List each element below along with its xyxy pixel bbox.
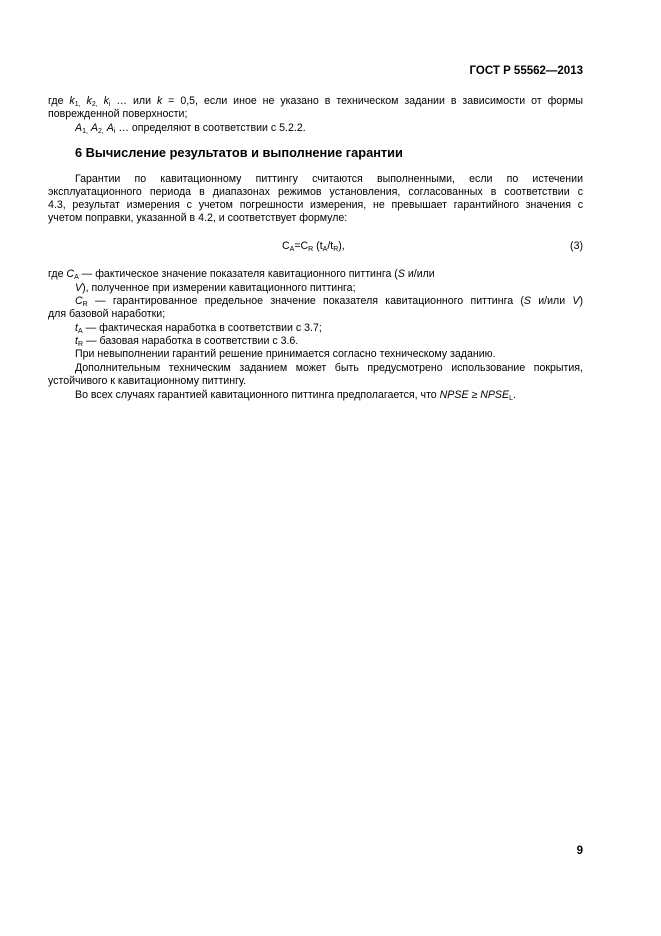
def-cr-line-2: для базовой наработки; bbox=[48, 308, 166, 320]
closing-para-3: Во всех случаях гарантией кавитационного питтинга предполагается, что NPSE ≥ $NPSE_L$. bbox=[75, 389, 516, 402]
section-heading: 6 Вычисление результатов и выполнение гарантии bbox=[75, 145, 403, 160]
formula: $C_A=C_R$ $(t_A/t_R)$, bbox=[282, 240, 345, 253]
page-number: 9 bbox=[576, 845, 583, 857]
para1-line-4: учетом поправки, указанной в 4.2, и соответствует формуле: bbox=[48, 212, 348, 224]
def-ca-line-2: V), полученное при измерении кавитационного питтинга; bbox=[75, 282, 356, 294]
equation-number: (3) bbox=[570, 240, 583, 252]
def-ta: $t_A$ — фактическая наработка в соответствии с 3.7; bbox=[75, 322, 322, 335]
intro-line-3: $A_{1,}$ $A_{2,}$ $A_i$ … определяют в соответствии с 5.2.2. bbox=[75, 122, 306, 135]
closing-para-2-line-1: Дополнительным техническим заданием может быть предусмотрено использование покрытия, bbox=[75, 362, 583, 374]
closing-para-2-line-2: устойчивого к кавитационному питтингу. bbox=[48, 375, 247, 387]
intro-line-1: где $k_{1,}$ $k_{2,}$ $k_i$ … или k = 0,5, если иное не указано в техническом задании в зависимости от формы bbox=[48, 95, 583, 108]
para1-line-1: Гарантии по кавитационному питтингу считаются выполненными, если по истечении bbox=[75, 173, 583, 185]
para1-line-2: эксплуатационного периода в диапазонах режимов установления, согласованных в соответствии с bbox=[48, 186, 583, 198]
para1-line-3: 4.3, результат измерения с учетом погрешности измерения, не превышает гарантийного значения с bbox=[48, 199, 583, 211]
intro-line-2: поврежденной поверхности; bbox=[48, 108, 188, 120]
document-code: ГОСТ Р 55562—2013 bbox=[469, 65, 583, 77]
def-ca-line-1: где $C_A$ — фактическое значение показателя кавитационного питтинга (S и/или bbox=[48, 268, 435, 281]
closing-para-1: При невыполнении гарантий решение принимается согласно техническому заданию. bbox=[75, 348, 496, 360]
def-tr: $t_R$ — базовая наработка в соответствии с 3.6. bbox=[75, 335, 299, 348]
def-cr-line-1: $C_R$ — гарантированное предельное значение показателя кавитационного питтинга (S и/или V) bbox=[75, 295, 584, 308]
